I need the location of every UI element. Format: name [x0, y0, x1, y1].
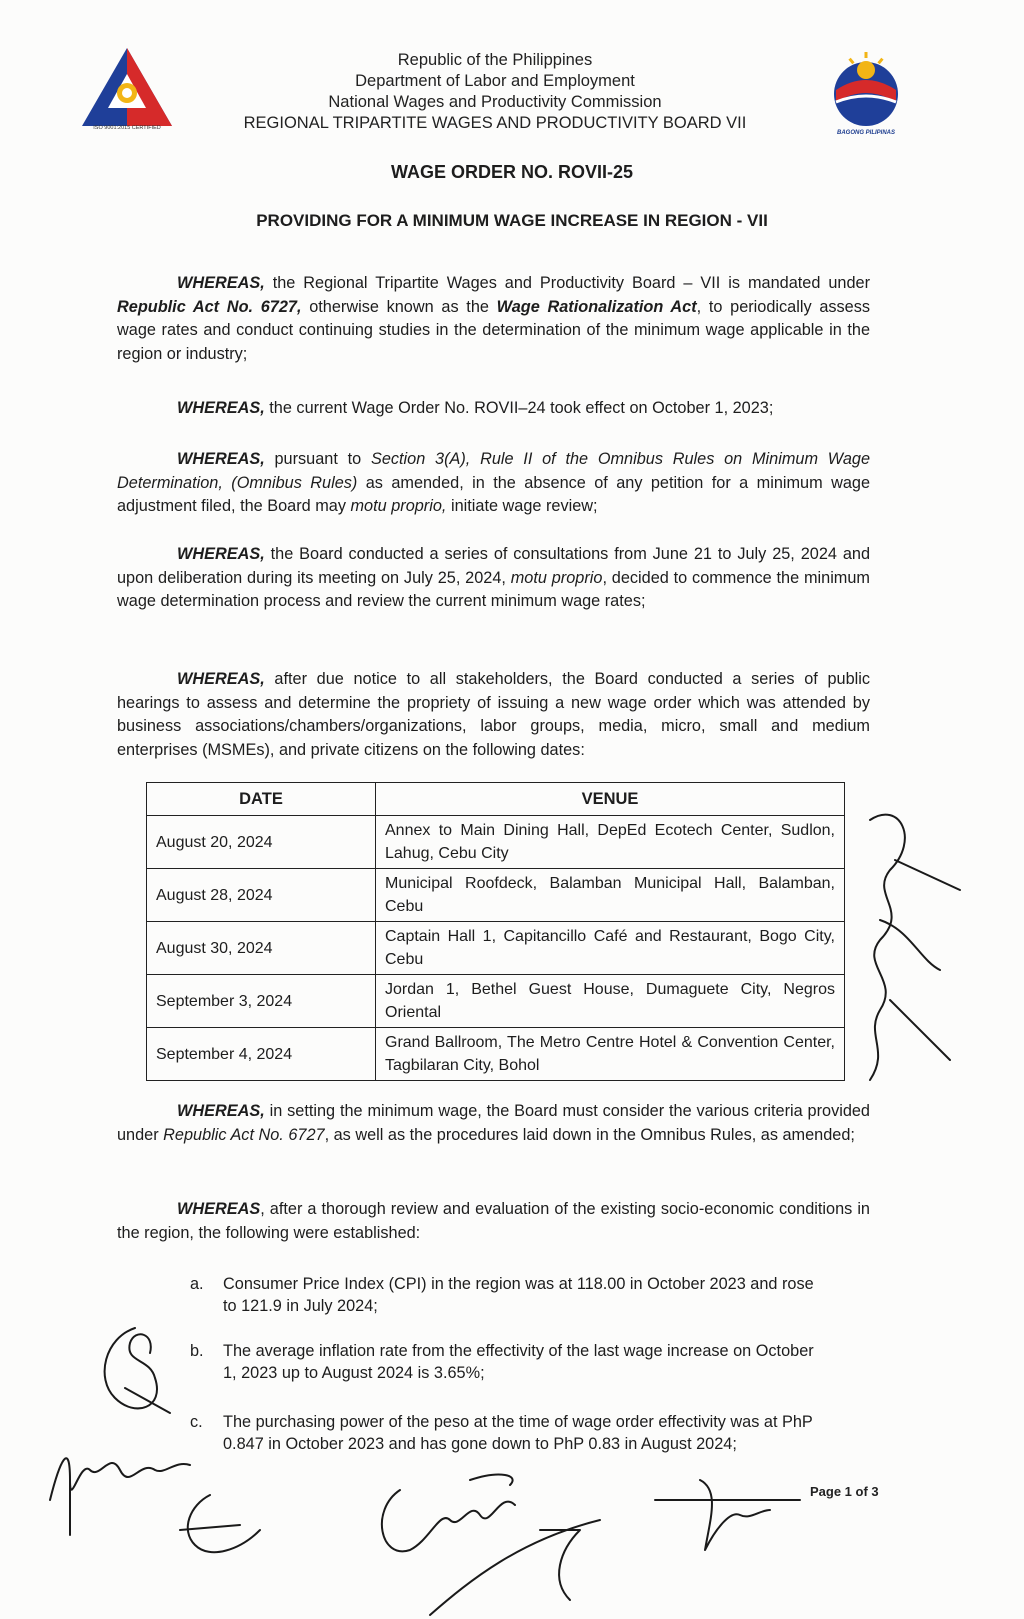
finding-item-a [190, 1273, 830, 1317]
signature-center [370, 1460, 630, 1619]
whereas-paragraph-4: WHEREAS, the Board conducted a series of consultations from June 21 to July 25, 2024 and upon deliberation during its meeting on July 25, 2024, motu proprio, decided to commence the minimum wage determination process and review the current minimum wage rates; [117, 545, 870, 611]
table-row [147, 816, 845, 869]
finding-label: b. [190, 1342, 204, 1360]
whereas-paragraph-2: WHEREAS, the current Wage Order No. ROVII–24 took effect on October 1, 2023; [177, 399, 774, 417]
header-board: REGIONAL TRIPARTITE WAGES AND PRODUCTIVITY BOARD VII [243, 114, 747, 132]
hearing-date: August 30, 2024 [147, 922, 376, 975]
hearing-date: September 4, 2024 [147, 1028, 376, 1081]
whereas-lead: WHEREAS, [177, 274, 265, 292]
header-republic: Republic of the Philippines [397, 51, 593, 69]
finding-label: a. [190, 1275, 204, 1293]
finding-item-c [190, 1411, 830, 1455]
finding-item-b [190, 1340, 830, 1384]
hearing-venue: Jordan 1, Bethel Guest House, Dumaguete City, Negros Oriental [376, 975, 845, 1028]
signature-initials-left [95, 1318, 185, 1428]
table-header-row [147, 783, 845, 816]
header-department: Department of Labor and Employment [355, 72, 635, 90]
whereas-paragraph-7: WHEREAS, after a thorough review and evaluation of the existing socio-economic conditions in the region, the following were established: [117, 1200, 870, 1242]
hearing-venue: Grand Ballroom, The Metro Centre Hotel & Convention Center, Tagbilaran City, Bohol [376, 1028, 845, 1081]
omnibus-rules-reference: Section 3(A), Rule II of the Omnibus Rules on Minimum Wage Determination, (Omnibus Rules) [117, 450, 871, 492]
hearing-venue: Annex to Main Dining Hall, DepEd Ecotech Center, Sudlon, Lahug, Cebu City [376, 816, 845, 869]
hearing-venue: Captain Hall 1, Capitancillo Café and Restaurant, Bogo City, Cebu [376, 922, 845, 975]
hearing-date: August 28, 2024 [147, 869, 376, 922]
table-row [147, 1028, 845, 1081]
whereas-paragraph-3: WHEREAS, pursuant to Section 3(A), Rule II of the Omnibus Rules on Minimum Wage Determination, (Omnibus Rules) as amended, in the absence of any petition for a minimum wage adjustment filed, the Board may motu proprio, initiate wage review; [117, 450, 871, 516]
header-commission: National Wages and Productivity Commission [328, 93, 662, 111]
iso-certification-caption: ISO 9001:2015 CERTIFIED [93, 125, 161, 131]
document-header [190, 50, 800, 134]
hearing-date: August 20, 2024 [147, 816, 376, 869]
bagong-pilipinas-logo [826, 50, 906, 140]
hearing-venue: Municipal Roofdeck, Balamban Municipal Hall, Balamban, Cebu [376, 869, 845, 922]
wage-order-title: WAGE ORDER NO. ROVII-25 [390, 162, 634, 182]
finding-text: Consumer Price Index (CPI) in the region was at 118.00 in October 2023 and rose to 121.9 in July 2024; [223, 1275, 814, 1315]
finding-text: The purchasing power of the peso at the time of wage order effectivity was at PhP 0.847 in October 2023 and has gone down to PhP 0.83 in August 2024; [223, 1413, 813, 1453]
table-row [147, 869, 845, 922]
bagong-pilipinas-emblem-icon [826, 50, 906, 130]
wage-rationalization-act: Wage Rationalization Act [496, 297, 697, 316]
finding-label: c. [190, 1413, 203, 1431]
dole-triangle-icon [80, 46, 174, 128]
page-number: Page 1 of 3 [810, 1484, 879, 1499]
whereas-paragraph-1: WHEREAS, the Regional Tripartite Wages and Productivity Board – VII is mandated under Republic Act No. 6727, otherwise known as the Wage Rationalization Act, to periodically assess wage rates and conduct continuing studies in the determination of the minimum wage applicable in the region or industry; [117, 274, 870, 363]
finding-text: The average inflation rate from the effectivity of the last wage increase on October 1, 2023 up to August 2024 is 3.65%; [223, 1342, 814, 1382]
bagong-pilipinas-caption: BAGONG PILIPINAS [836, 130, 895, 136]
whereas-paragraph-5: WHEREAS, after due notice to all stakeholders, the Board conducted a series of public hearings to assess and determine the propriety of issuing a new wage order which was attended by business associations/chambers/organizations, labor groups, media, micro, small and medium enterprises (MSMEs), and private citizens on the following dates: [117, 670, 870, 759]
table-row [147, 922, 845, 975]
signature-right-margin [850, 800, 970, 1100]
date-column-header: DATE [147, 783, 376, 816]
venue-column-header: VENUE [376, 783, 845, 816]
whereas-paragraph-6: WHEREAS, in setting the minimum wage, the Board must consider the various criteria provided under Republic Act No. 6727, as well as the procedures laid down in the Omnibus Rules, as amended; [117, 1102, 870, 1144]
dole-logo [80, 46, 174, 140]
public-hearings-table [146, 782, 845, 1081]
ra-6727-reference: Republic Act No. 6727, [117, 297, 302, 316]
table-row [147, 975, 845, 1028]
wage-order-subtitle: PROVIDING FOR A MINIMUM WAGE INCREASE IN REGION - VII [256, 211, 768, 230]
hearing-date: September 3, 2024 [147, 975, 376, 1028]
signature-bottom-left [160, 1490, 270, 1570]
signature-right [650, 1470, 810, 1560]
